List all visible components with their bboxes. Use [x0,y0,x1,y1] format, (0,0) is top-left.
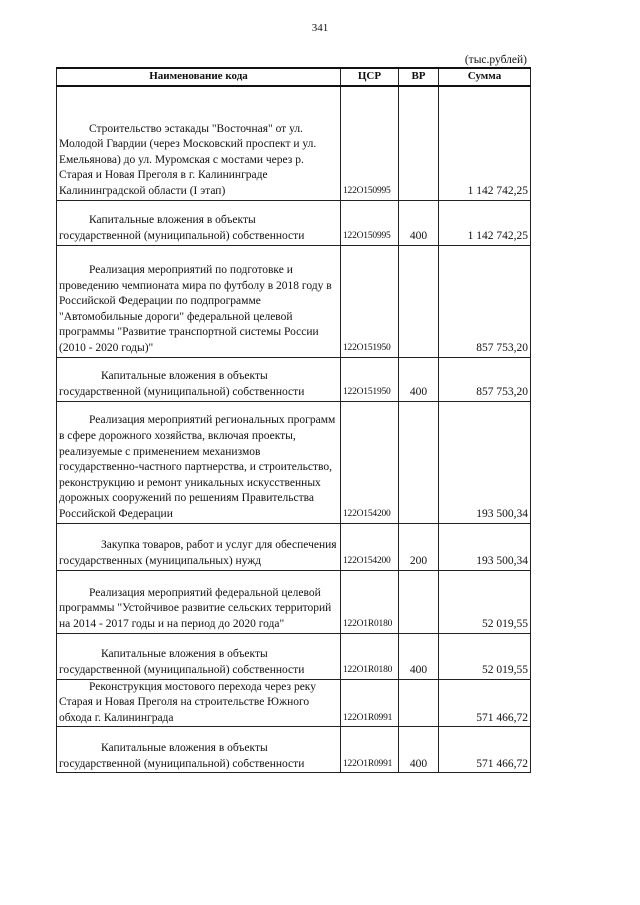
row-vr [399,86,439,200]
row-name-cell [57,633,341,679]
row-name: Строительство эстакады "Восточная" от ул. Молодой Гвардии (через Московский проспект и ул. Емельянова) до ул. Муромская с мостами через р. Старая и Новая Преголя в г. Калининграде Калининградской области (I этап) [59,122,317,197]
row-csr: 122О1R0180 [341,633,399,679]
row-name: Реализация мероприятий региональных программ в сфере дорожного хозяйства, включая проекты, реализуемые с применением механизмов государственно-частного партнерства, и строительство, реконструкцию и ремонт уникальных искусственных дорожных сооружений по решениям Правительства Российской Федерации [59,414,336,520]
row-vr: 400 [399,357,439,401]
row-name: Капитальные вложения в объекты государственной (муниципальной) собственности [59,370,305,398]
table-row [57,86,531,200]
row-sum: 857 753,20 [439,245,531,357]
row-csr: 122О154200 [341,401,399,523]
row-csr: 122О150995 [341,86,399,200]
row-name-cell [57,727,341,773]
row-csr: 122О1R0991 [341,727,399,773]
row-vr: 400 [399,200,439,245]
budget-table [56,67,531,773]
row-vr: 200 [399,523,439,570]
row-name-cell [57,679,341,727]
row-name-cell [57,357,341,401]
row-sum: 52 019,55 [439,633,531,679]
row-name-cell [57,570,341,633]
row-csr: 122О151950 [341,245,399,357]
table-row [57,633,531,679]
row-csr: 122О1R0180 [341,570,399,633]
row-name-cell [57,245,341,357]
row-sum: 52 019,55 [439,570,531,633]
row-sum: 193 500,34 [439,523,531,570]
row-csr: 122О1R0991 [341,679,399,727]
row-vr [399,679,439,727]
table-header-row [57,68,531,86]
row-name-cell [57,401,341,523]
row-name: Реализация мероприятий федеральной целевой программы "Устойчивое развитие сельских территорий на 2014 - 2017 годы и на период до 2020 года" [59,586,332,630]
row-vr [399,401,439,523]
unit-label: (тыс.рублей) [464,54,527,66]
row-sum: 857 753,20 [439,357,531,401]
table-row [57,570,531,633]
row-sum: 571 466,72 [439,679,531,727]
header-name: Наименование кода [57,68,341,86]
table-row [57,357,531,401]
row-name: Закупка товаров, работ и услуг для обеспечения государственных (муниципальных) нужд [59,539,337,567]
row-csr: 122О151950 [341,357,399,401]
row-sum: 571 466,72 [439,727,531,773]
row-name: Реализация мероприятий по подготовке и проведению чемпионата мира по футболу в 2018 году в Российской Федерации по подпрограмме "Автомобильные дороги" федеральной целевой программы "Развитие транспортной системы России (2010 - 2020 годы)" [59,263,332,354]
row-name-cell [57,86,341,200]
row-vr: 400 [399,633,439,679]
table-row [57,200,531,245]
row-name: Реконструкция мостового перехода через реку Старая и Новая Преголя на строительстве Южного обхода г. Калининграда [59,680,316,724]
row-name-cell [57,200,341,245]
row-name: Капитальные вложения в объекты государственной (муниципальной) собственности [59,214,305,242]
table-row [57,401,531,523]
header-sum: Сумма [439,68,531,86]
row-vr: 400 [399,727,439,773]
row-sum: 1 142 742,25 [439,200,531,245]
row-name-cell [57,523,341,570]
row-sum: 193 500,34 [439,401,531,523]
row-sum: 1 142 742,25 [439,86,531,200]
row-vr [399,570,439,633]
header-vr: ВР [399,68,439,86]
row-name: Капитальные вложения в объекты государственной (муниципальной) собственности [59,648,305,676]
row-csr: 122О154200 [341,523,399,570]
row-vr [399,245,439,357]
page-number: 341 [311,22,329,34]
row-name: Капитальные вложения в объекты государственной (муниципальной) собственности [59,742,305,770]
row-csr: 122О150995 [341,200,399,245]
table-row [57,727,531,773]
table-row [57,523,531,570]
table-row [57,245,531,357]
table-row [57,679,531,727]
header-csr: ЦСР [341,68,399,86]
